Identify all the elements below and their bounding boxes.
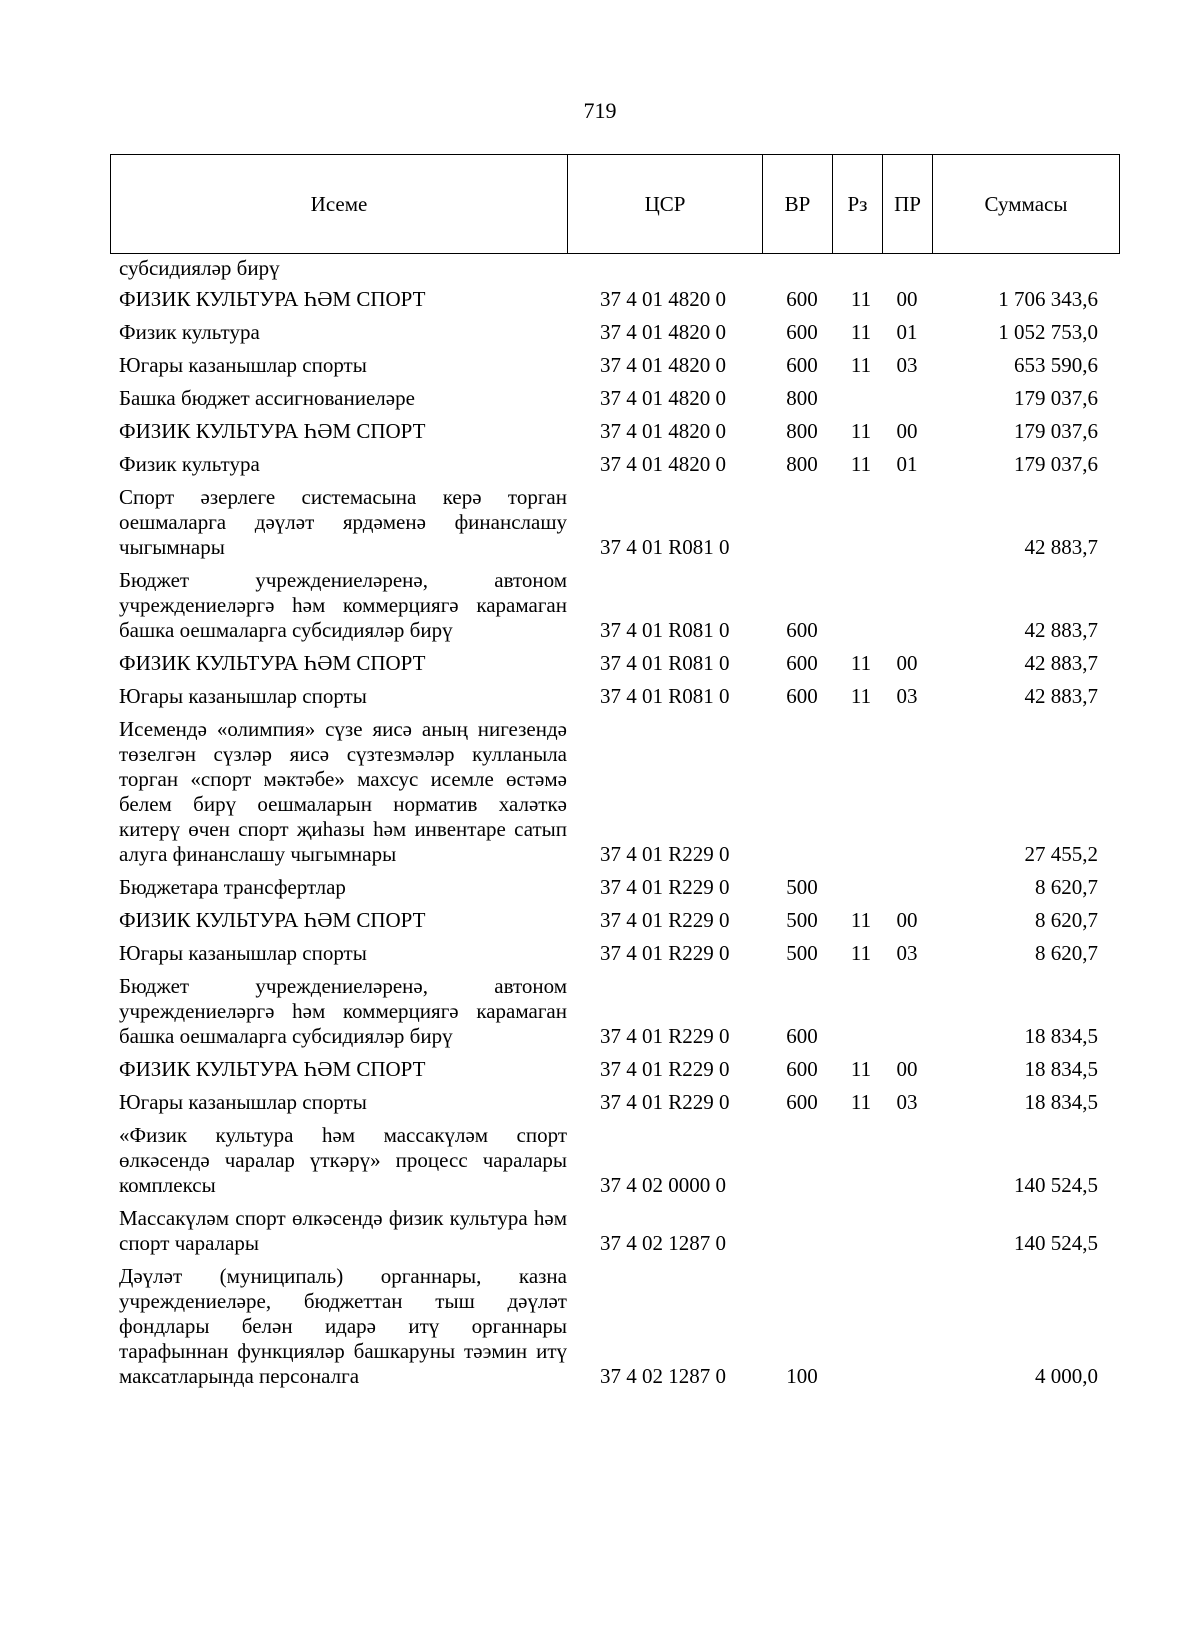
cell-pr: 00 (896, 651, 918, 675)
column-header-csr: ЦСР (568, 155, 763, 253)
cell-csr: 37 4 01 R229 0 (600, 842, 730, 866)
cell-vr: 100 (786, 1364, 818, 1388)
cell-name: Бюджет учреждениеләренә, автоном учреждениеләргә һәм коммерциягә карамаган башка оешмаларга субсидияләр бирү (119, 974, 567, 1048)
cell-name: Физик культура (119, 452, 260, 476)
cell-name: ФИЗИК КУЛЬТУРА ҺӘМ СПОРТ (119, 1057, 426, 1081)
cell-pr: 01 (896, 320, 918, 344)
table-row (110, 1090, 1120, 1115)
cell-rz: 11 (850, 651, 872, 675)
cell-name: ФИЗИК КУЛЬТУРА ҺӘМ СПОРТ (119, 908, 426, 932)
cell-pr: 03 (896, 941, 918, 965)
cell-csr: 37 4 02 1287 0 (600, 1364, 726, 1388)
cell-vr: 500 (786, 875, 818, 899)
cell-sum: 8 620,7 (1035, 908, 1098, 932)
cell-name: Бюджет учреждениеләренә, автоном учреждениеләргә һәм коммерциягә карамаган башка оешмаларга субсидияләр бирү (119, 568, 567, 642)
table-row (110, 1264, 1120, 1389)
cell-sum: 140 524,5 (1014, 1173, 1098, 1197)
cell-vr: 500 (786, 908, 818, 932)
cell-csr: 37 4 01 4820 0 (600, 353, 726, 377)
table-row (110, 452, 1120, 477)
cell-vr: 600 (786, 651, 818, 675)
cell-sum: 18 834,5 (1024, 1090, 1098, 1114)
cell-vr: 600 (786, 320, 818, 344)
cell-sum: 8 620,7 (1035, 941, 1098, 965)
cell-csr: 37 4 01 R229 0 (600, 1057, 730, 1081)
column-header-rz: Рз (833, 155, 883, 253)
cell-rz: 11 (850, 1090, 872, 1114)
table-row (110, 1206, 1120, 1256)
cell-name: ФИЗИК КУЛЬТУРА ҺӘМ СПОРТ (119, 287, 426, 311)
cell-csr: 37 4 02 1287 0 (600, 1231, 726, 1255)
cell-name: субсидияләр бирү (119, 256, 280, 280)
cell-name: Башка бюджет ассигнованиеләре (119, 386, 415, 410)
cell-sum: 140 524,5 (1014, 1231, 1098, 1255)
cell-csr: 37 4 01 4820 0 (600, 452, 726, 476)
table-row (110, 717, 1120, 867)
table-row (110, 353, 1120, 378)
cell-pr: 00 (896, 419, 918, 443)
cell-sum: 27 455,2 (1024, 842, 1098, 866)
cell-sum: 179 037,6 (1014, 419, 1098, 443)
cell-vr: 800 (786, 419, 818, 443)
cell-name: Югары казанышлар спорты (119, 684, 367, 708)
cell-vr: 600 (786, 287, 818, 311)
table-row (110, 256, 1120, 281)
cell-csr: 37 4 01 R229 0 (600, 1090, 730, 1114)
cell-vr: 800 (786, 386, 818, 410)
column-header-name: Исеме (111, 155, 568, 253)
cell-rz: 11 (850, 1057, 872, 1081)
cell-name: Бюджетара трансфертлар (119, 875, 346, 899)
cell-csr: 37 4 01 R229 0 (600, 908, 730, 932)
cell-name: Физик культура (119, 320, 260, 344)
cell-sum: 653 590,6 (1014, 353, 1098, 377)
cell-csr: 37 4 01 R081 0 (600, 618, 730, 642)
cell-rz: 11 (850, 320, 872, 344)
cell-csr: 37 4 02 0000 0 (600, 1173, 726, 1197)
cell-csr: 37 4 01 4820 0 (600, 320, 726, 344)
table-row (110, 1123, 1120, 1198)
cell-csr: 37 4 01 R229 0 (600, 875, 730, 899)
cell-vr: 600 (786, 618, 818, 642)
cell-vr: 600 (786, 1024, 818, 1048)
cell-csr: 37 4 01 4820 0 (600, 287, 726, 311)
cell-name: Югары казанышлар спорты (119, 941, 367, 965)
cell-csr: 37 4 01 R081 0 (600, 684, 730, 708)
cell-name: ФИЗИК КУЛЬТУРА ҺӘМ СПОРТ (119, 419, 426, 443)
cell-pr: 03 (896, 1090, 918, 1114)
cell-pr: 00 (896, 908, 918, 932)
cell-vr: 600 (786, 684, 818, 708)
page-number: 719 (583, 98, 617, 123)
cell-sum: 18 834,5 (1024, 1057, 1098, 1081)
cell-name: Исемендә «олимпия» сүзе яисә аның нигезендә төзелгән сүзләр яисә сүзтезмәләр кулланыла торган «спорт мәктәбе» махсус исемле өстәмә белем бирү оешмаларын норматив халәткә китерү өчен спорт җиһазы һәм инвентаре сатып алуга финанслашу чыгымнары (119, 717, 567, 866)
cell-sum: 42 883,7 (1024, 535, 1098, 559)
cell-name: Югары казанышлар спорты (119, 353, 367, 377)
cell-name: «Физик культура һәм массакүләм спорт өлкәсендә чаралар үткәрү» процесс чаралары комплексы (119, 1123, 567, 1197)
cell-sum: 42 883,7 (1024, 651, 1098, 675)
table-body (110, 256, 1120, 1397)
cell-pr: 03 (896, 684, 918, 708)
cell-sum: 1 706 343,6 (998, 287, 1098, 311)
cell-name: Массакүләм спорт өлкәсендә физик культура һәм спорт чаралары (119, 1206, 567, 1255)
cell-pr: 01 (896, 452, 918, 476)
cell-vr: 800 (786, 452, 818, 476)
cell-rz: 11 (850, 908, 872, 932)
table-row (110, 419, 1120, 444)
table-row (110, 974, 1120, 1049)
table-row (110, 287, 1120, 312)
column-header-sum: Суммасы (984, 191, 1068, 216)
cell-vr: 600 (786, 1057, 818, 1081)
cell-sum: 18 834,5 (1024, 1024, 1098, 1048)
table-row (110, 320, 1120, 345)
table-row (110, 485, 1120, 560)
cell-csr: 37 4 01 R229 0 (600, 1024, 730, 1048)
cell-rz: 11 (850, 452, 872, 476)
cell-sum: 8 620,7 (1035, 875, 1098, 899)
cell-sum: 179 037,6 (1014, 452, 1098, 476)
cell-sum: 4 000,0 (1035, 1364, 1098, 1388)
cell-rz: 11 (850, 287, 872, 311)
cell-csr: 37 4 01 4820 0 (600, 386, 726, 410)
column-header-vr: ВР (763, 155, 833, 253)
cell-sum: 42 883,7 (1024, 684, 1098, 708)
table-row (110, 941, 1120, 966)
cell-rz: 11 (850, 941, 872, 965)
cell-pr: 00 (896, 287, 918, 311)
cell-sum: 1 052 753,0 (998, 320, 1098, 344)
table-row (110, 684, 1120, 709)
cell-rz: 11 (850, 684, 872, 708)
table-row (110, 386, 1120, 411)
table-row (110, 651, 1120, 676)
cell-name: Спорт әзерлеге системасына керә торган оешмаларга дәүләт ярдәменә финанслашу чыгымнары (119, 485, 567, 559)
table-row (110, 1057, 1120, 1082)
table-row (110, 875, 1120, 900)
table-row (110, 908, 1120, 933)
cell-rz: 11 (850, 419, 872, 443)
cell-vr: 600 (786, 1090, 818, 1114)
table-header (110, 154, 1120, 254)
cell-csr: 37 4 01 R081 0 (600, 535, 730, 559)
cell-name: ФИЗИК КУЛЬТУРА ҺӘМ СПОРТ (119, 651, 426, 675)
cell-pr: 00 (896, 1057, 918, 1081)
cell-vr: 600 (786, 353, 818, 377)
cell-sum: 42 883,7 (1024, 618, 1098, 642)
cell-csr: 37 4 01 R081 0 (600, 651, 730, 675)
cell-sum: 179 037,6 (1014, 386, 1098, 410)
cell-name: Югары казанышлар спорты (119, 1090, 367, 1114)
cell-csr: 37 4 01 4820 0 (600, 419, 726, 443)
cell-pr: 03 (896, 353, 918, 377)
cell-name: Дәүләт (муниципаль) органнары, казна учреждениеләре, бюджеттан тыш дәүләт фондлары белән идарә итү органнары тарафыннан функцияләр башкаруны тәэмин итү максатларында персоналга (119, 1264, 567, 1388)
cell-csr: 37 4 01 R229 0 (600, 941, 730, 965)
table-row (110, 568, 1120, 643)
cell-rz: 11 (850, 353, 872, 377)
column-header-pr: ПР (883, 155, 933, 253)
cell-vr: 500 (786, 941, 818, 965)
